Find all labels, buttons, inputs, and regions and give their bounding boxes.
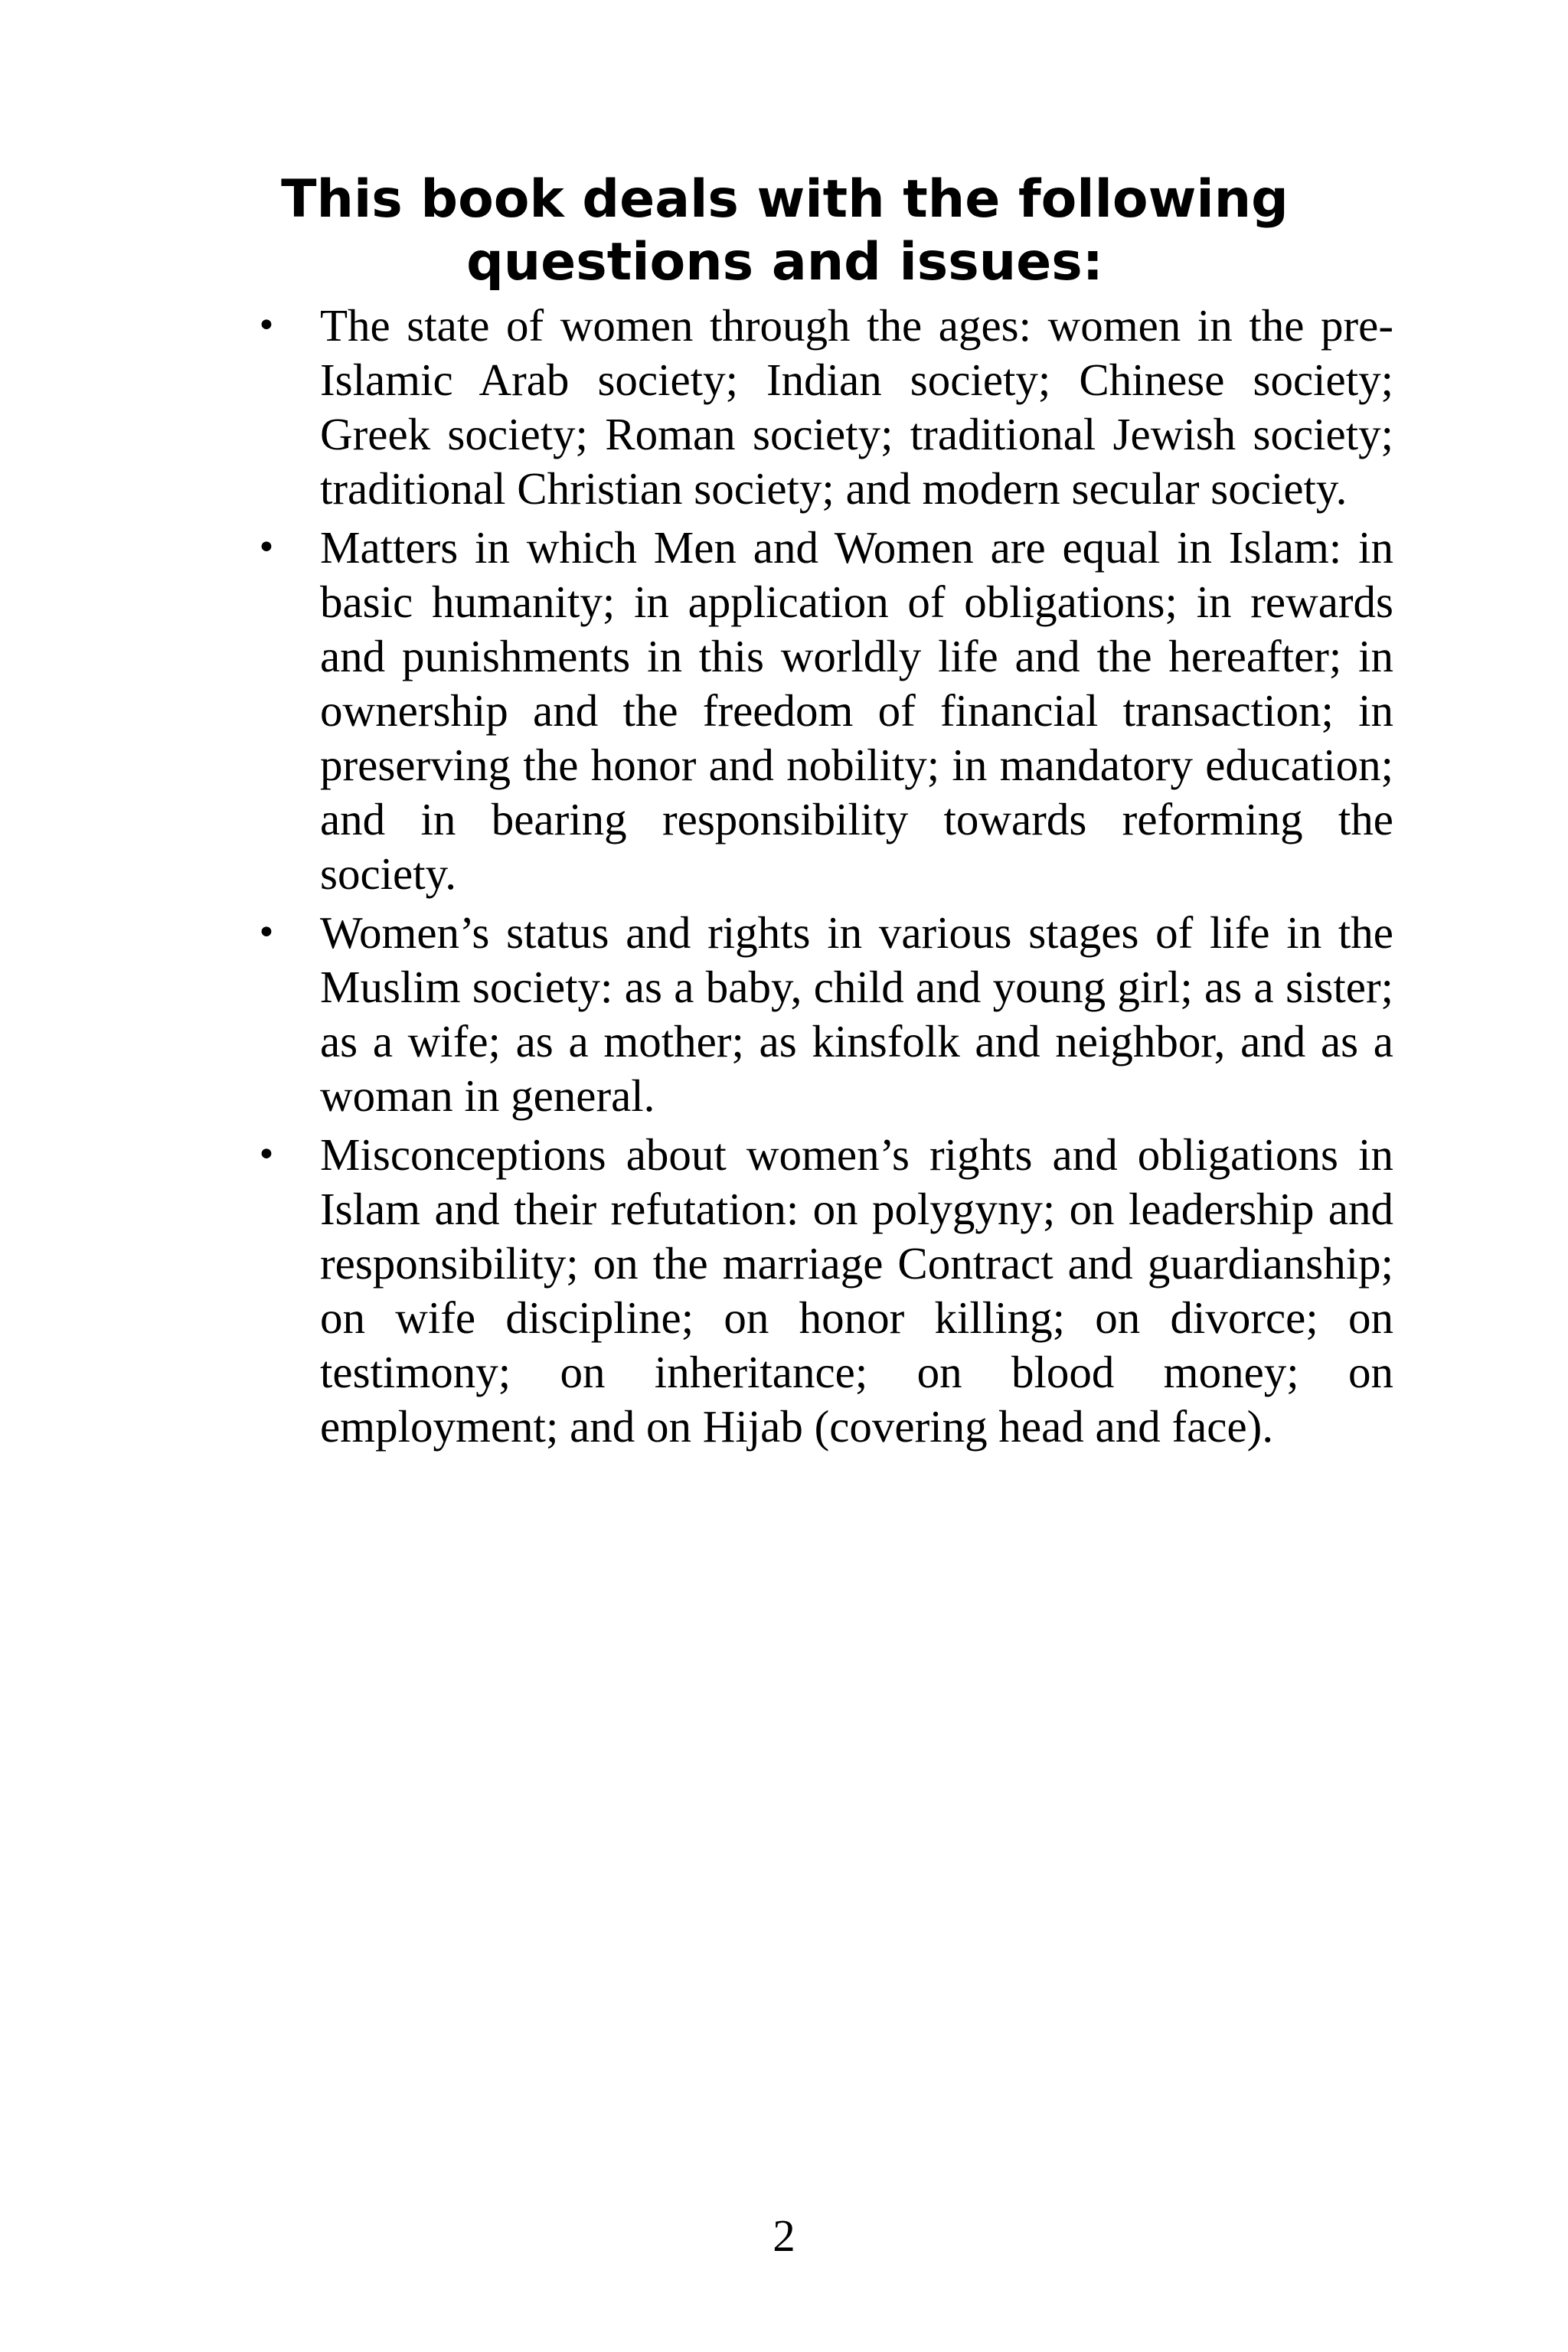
list-item-text: Misconceptions about women’s rights and obligations in Islam and their refutation: on polygyny; on leadership and responsibility; on the marriage Contract and guardianship; on wife discipline; on honor killing; on divorce; on testimony; on inheritance; on blood money; on employment; and on Hijab (covering head and face). [320,1129,1393,1452]
list-item-text: The state of women through the ages: women in the pre-Islamic Arab society; Indian society; Chinese society; Greek society; Roman society; traditional Jewish society; traditional Christian society; and modern secular society. [320,300,1393,514]
heading-line-2: questions and issues: [466,232,1103,292]
page-number: 2 [773,2210,795,2261]
heading-line-1: This book deals with the following [281,169,1289,230]
issues-list [253,299,1393,1459]
list-item-ages [253,299,1393,516]
bullet-icon: • [256,913,276,952]
list-item-text: Women’s status and rights in various stages of life in the Muslim society: as a baby, child and young girl; as a sister; as a wife; as a mother; as kinsfolk and neighbor, and as a woman in general. [320,907,1393,1121]
bullet-icon: • [256,1135,276,1174]
list-item-misconceptions [253,1128,1393,1454]
page-heading [230,168,1340,294]
list-item-status-rights [253,906,1393,1123]
bullet-icon: • [256,528,276,567]
bullet-icon: • [256,306,276,345]
list-item-text: Matters in which Men and Women are equal in Islam: in basic humanity; in application of obligations; in rewards and punishments in this worldly life and the hereafter; in ownership and the freedom of financial transaction; in preserving the honor and nobility; in mandatory education; and in bearing responsibility towards reforming the society. [320,522,1393,899]
list-item-equality [253,521,1393,901]
